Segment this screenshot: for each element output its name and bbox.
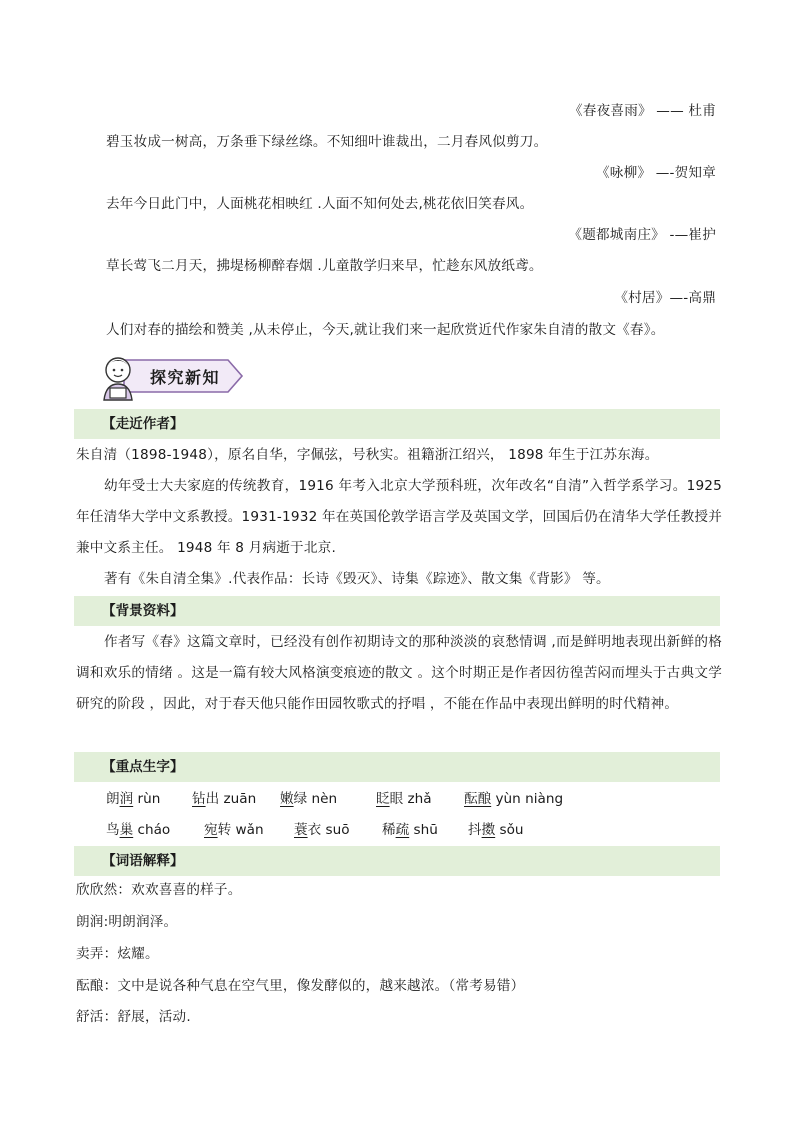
poem-text-4: 草长莺飞二月天，拂堤杨柳醉春烟 .儿童散学归来早，忙趁东风放纸鸢。 — [106, 258, 543, 274]
vocab-item: 鸟巢 cháo — [106, 822, 171, 838]
vocab-item: 宛转 wǎn — [204, 822, 264, 838]
poem-source-1: 《春夜喜雨》 —— 杜甫 — [569, 103, 716, 119]
word-explanation: 酝酿：文中是说各种气息在空气里，像发酵似的，越来越浓。（常考易错） — [76, 978, 525, 994]
poem-source-2: 《咏柳》 —-贺知章 — [596, 165, 716, 181]
vocab-item: 稀疏 shū — [382, 822, 438, 838]
word-explanation: 舒活：舒展，活动. — [76, 1009, 191, 1025]
explore-badge-label: 探究新知 — [150, 368, 221, 387]
author-paragraph-3: 著有《朱自清全集》.代表作品：长诗《毁灭》、诗集《踪迹》、散文集《背影》 等。 — [104, 571, 610, 587]
section-header-background: 【背景资料】 — [74, 596, 720, 626]
vocab-item: 酝酿 yùn niàng — [464, 791, 564, 807]
poem-source-3: 《题都城南庄》 -—崔护 — [568, 227, 716, 243]
vocab-item: 钻出 zuān — [192, 791, 257, 807]
vocab-item: 蓑衣 suō — [294, 822, 350, 838]
section-header-author: 【走近作者】 — [74, 409, 720, 439]
vocab-item: 嫩绿 nèn — [280, 791, 338, 807]
section-header-vocab: 【重点生字】 — [74, 752, 720, 782]
vocab-item: 朗润 rùn — [106, 791, 161, 807]
vocab-item: 眨眼 zhǎ — [376, 791, 432, 807]
poem-text-2: 碧玉妆成一树高，万条垂下绿丝绦。不知细叶谁裁出，二月春风似剪刀。 — [106, 134, 548, 150]
background-paragraph: 作者写《春》这篇文章时，已经没有创作初期诗文的那种淡淡的哀愁情调 ,而是鲜明地表现出新鲜的格调和欢乐的情绪 。这是一篇有较大风格演变痕迹的散文 。这个时期正是作者因彷徨苦闷而埋头于古典文学研究的阶段 ，因此，对于春天他只能作田园牧歌式的抒唱 ，不能在作品中表现出鲜明的时代精神。 — [76, 634, 722, 712]
section-header-words: 【词语解释】 — [74, 846, 720, 876]
author-paragraph-2: 幼年受士大夫家庭的传统教育，1916 年考入北京大学预科班，次年改名“自清”入哲学系学习。1925 年任清华大学中文系教授。1931-1932 年在英国伦敦学语言学及英国文学，回国后仍在清华大学任教授并兼中文系主任。 1948 年 8 月病逝于北京. — [76, 478, 722, 556]
intro-paragraph: 人们对春的描绘和赞美 ,从未停止，今天,就让我们来一起欣赏近代作家朱自清的散文《春》。 — [106, 322, 665, 338]
word-explanation: 朗润:明朗润泽。 — [76, 914, 178, 930]
author-paragraph-1: 朱自清（1898-1948），原名自华，字佩弦，号秋实。祖籍浙江绍兴， 1898 年生于江苏东海。 — [76, 447, 659, 463]
word-explanation: 卖弄：炫耀。 — [76, 946, 159, 962]
poem-text-3: 去年今日此门中，人面桃花相映红 .人面不知何处去,桃花依旧笑春风。 — [106, 196, 534, 212]
word-explanation: 欣欣然：欢欢喜喜的样子。 — [76, 882, 242, 898]
poem-source-4: 《村居》—-高鼎 — [614, 290, 716, 306]
vocab-item: 抖擞 sǒu — [468, 822, 524, 838]
